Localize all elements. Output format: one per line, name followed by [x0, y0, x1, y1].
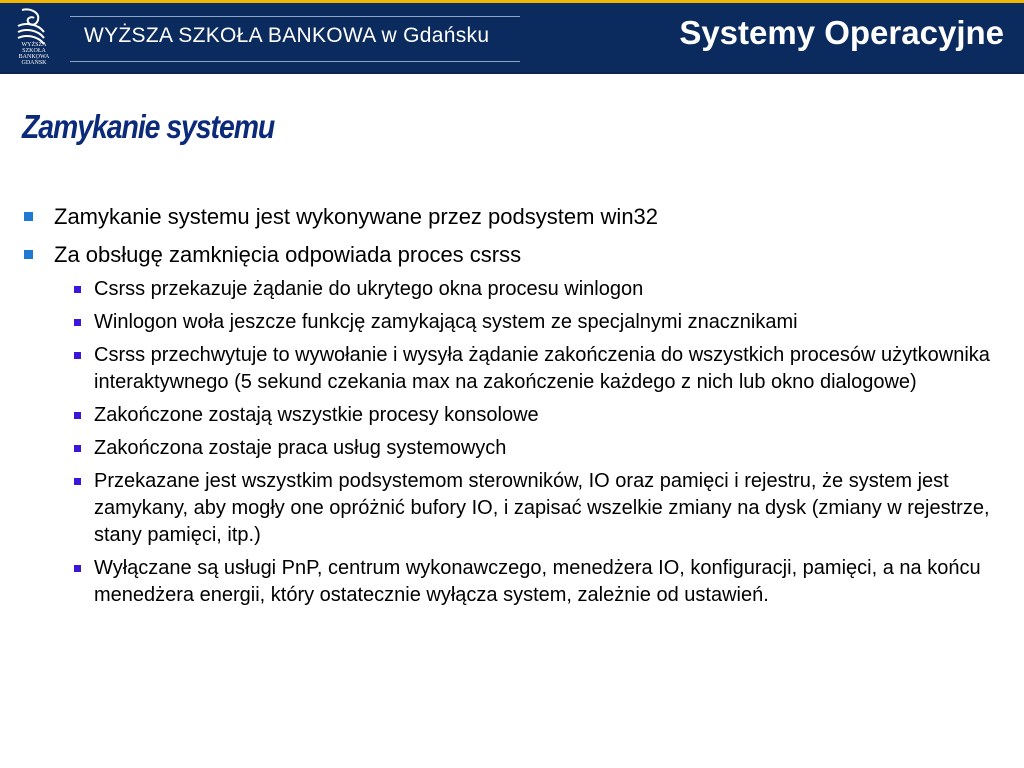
header-accent-line: [0, 0, 1024, 3]
school-name: WYŻSZA SZKOŁA BANKOWA w Gdańsku: [84, 24, 490, 47]
square-bullet-icon: [74, 478, 81, 485]
sub-bullet-item: [74, 435, 1002, 462]
bullet-text: Za obsługę zamknięcia odpowiada proces csrss: [54, 242, 522, 267]
sub-bullet-item: [74, 309, 1002, 336]
header-bar: [0, 0, 1024, 74]
sub-bullet-text: Wyłączane są usługi PnP, centrum wykonawczego, menedżera IO, konfiguracji, pamięci, a na końcu menedżera energii, który ostatecznie wyłącza system, zależnie od ustawień.: [94, 557, 981, 606]
bullet-text: Zamykanie systemu jest wykonywane przez podsystem win32: [54, 204, 659, 229]
square-bullet-icon: [74, 286, 81, 293]
square-bullet-icon: [74, 445, 81, 452]
square-bullet-icon: [74, 412, 81, 419]
bullet-item: [22, 200, 1002, 234]
sub-bullet-item: [74, 342, 1002, 396]
slide-title: Zamykanie systemu: [22, 108, 275, 145]
sub-bullet-list: [74, 276, 1002, 609]
square-bullet-icon: [74, 565, 81, 572]
square-bullet-icon: [74, 352, 81, 359]
sub-bullet-item: [74, 555, 1002, 609]
sub-bullet-text: Winlogon woła jeszcze funkcję zamykającą system ze specjalnymi znacznikami: [94, 311, 798, 333]
square-bullet-icon: [24, 250, 33, 259]
course-title: Systemy Operacyjne: [679, 14, 1004, 51]
sub-bullet-item: [74, 402, 1002, 429]
sub-bullet-text: Zakończona zostaje praca usług systemowych: [94, 437, 507, 459]
sub-bullet-item: [74, 468, 1002, 549]
square-bullet-icon: [24, 212, 33, 221]
sub-bullet-item: [74, 276, 1002, 303]
bullet-item: [22, 238, 1002, 272]
square-bullet-icon: [74, 319, 81, 326]
sub-bullet-text: Zakończone zostają wszystkie procesy konsolowe: [94, 404, 539, 426]
sub-bullet-text: Przekazane jest wszystkim podsystemom sterowników, IO oraz pamięci i rejestru, że system jest zamykany, aby mogły one opróżnić bufory IO, i zapisać wszelkie zmiany na dysk (zmiany w rejestrze, stany pamięci, itp.): [94, 470, 990, 546]
eagle-emblem-icon: [8, 6, 58, 46]
sub-bullet-text: Csrss przechwytuje to wywołanie i wysyła żądanie zakończenia do wszystkich procesów użytkownika interaktywnego (5 sekund czekania max na zakończenie każdego z nich lub okno dialogowe): [94, 344, 990, 393]
logo-caption: WYŻSZA SZKOŁA BANKOWA GDAŃSK: [18, 42, 50, 66]
bullet-list: [22, 200, 1002, 615]
sub-bullet-text: Csrss przekazuje żądanie do ukrytego okna procesu winlogon: [94, 278, 644, 300]
